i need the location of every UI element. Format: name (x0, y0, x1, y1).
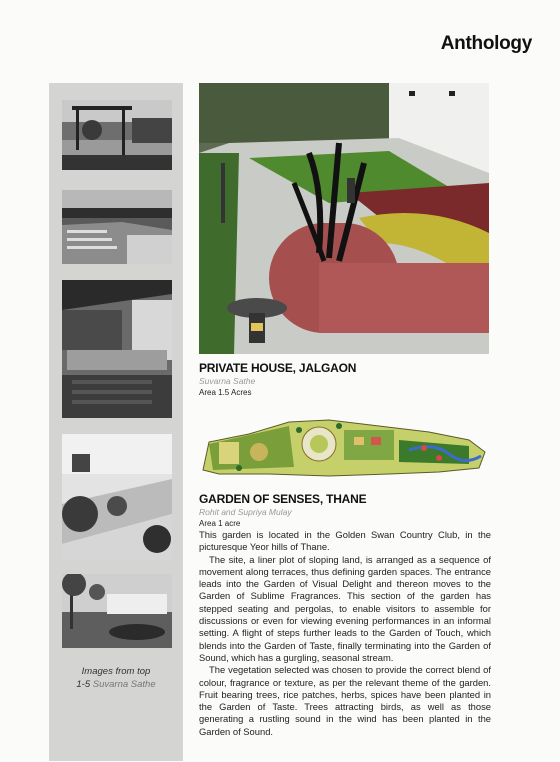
project2-area: Area 1 acre (199, 519, 241, 528)
thumbnail-photo-5 (62, 574, 172, 648)
project2-description (199, 529, 491, 738)
paragraph-1: This garden is located in the Golden Swan Country Club, in the picturesque Yeor hills of Thane. (199, 529, 491, 553)
hero-photo-private-house (199, 83, 489, 354)
project1-area: Area 1.5 Acres (199, 388, 252, 397)
image-sidebar (49, 83, 183, 761)
caption-range: 1-5 (76, 679, 91, 690)
caption-credit: Suvarna Sathe (92, 679, 156, 690)
project2-author: Rohit and Supriya Mulay (199, 507, 292, 517)
project1-title: PRIVATE HOUSE, JALGAON (199, 361, 357, 375)
project2-title: GARDEN OF SENSES, THANE (199, 492, 367, 506)
image-credit-caption (49, 665, 183, 691)
paragraph-3: The vegetation selected was chosen to provide the correct blend of colour, fragrance or texture, as per the relevant theme of the garden. Fruit bearing trees, rice patches, herbs, spices have been planted in the Garden of Taste. Trees attracting birds, as well as those generating a rustling sound in the wind has been planted in the Garden of Sound. (199, 664, 491, 737)
project1-author: Suvarna Sathe (199, 376, 256, 386)
thumbnail-photo-1 (62, 100, 172, 170)
thumbnail-photo-2 (62, 190, 172, 264)
thumbnail-photo-3 (62, 280, 172, 418)
paragraph-2: The site, a liner plot of sloping land, is arranged as a sequence of movement along terraces, thus defining garden spaces. The entrance leads into the Garden of Visual Delight and thereon moves to the Garden of Sublime Fragrances. This section of the garden has stepped seating and pergolas, to enable visitors to assemble for discussions or even for viewing evening performances in an informal setting. A flight of steps further leads to the Garden of Touch, which blends into the Garden of Taste, finally terminating into the Garden of Sound, which has a gurgling, seasonal stream. (199, 553, 491, 663)
caption-line: Images from top (81, 666, 151, 677)
thumbnail-photo-4 (62, 434, 172, 560)
garden-site-plan (199, 412, 489, 480)
page-header-title: Anthology (440, 33, 532, 54)
